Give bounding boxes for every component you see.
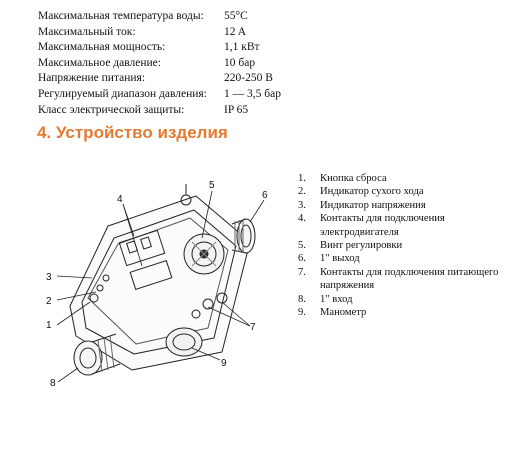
list-item bbox=[298, 293, 500, 306]
spec-row bbox=[38, 103, 281, 119]
spec-row bbox=[38, 56, 281, 72]
spec-value: IP 65 bbox=[224, 103, 249, 116]
callout-label: 3 bbox=[46, 272, 52, 283]
list-item bbox=[298, 252, 500, 265]
part-number: 4. bbox=[298, 213, 306, 225]
list-item bbox=[298, 172, 500, 185]
part-description: Индикатор сухого хода bbox=[320, 186, 424, 198]
spec-value: 1 — 3,5 бар bbox=[224, 87, 281, 100]
part-number: 6. bbox=[298, 253, 306, 265]
part-description: 1" вход bbox=[320, 293, 353, 305]
part-number: 2. bbox=[298, 186, 306, 198]
list-item bbox=[298, 239, 500, 252]
part-number: 5. bbox=[298, 240, 306, 252]
part-description: Кнопка сброса bbox=[320, 173, 387, 184]
callout-label: 1 bbox=[46, 320, 52, 331]
callout-label: 4 bbox=[117, 194, 123, 205]
part-description: Манометр bbox=[320, 307, 367, 319]
parts-list bbox=[298, 172, 500, 319]
part-number: 8. bbox=[298, 293, 306, 305]
list-item bbox=[298, 199, 500, 212]
part-description: 1" выход bbox=[320, 253, 360, 265]
section-heading: 4. Устройство изделия bbox=[37, 123, 228, 142]
spec-row bbox=[38, 87, 281, 103]
device-diagram bbox=[36, 174, 276, 394]
spec-row bbox=[38, 25, 281, 41]
spec-value: 220-250 В bbox=[224, 72, 273, 85]
part-description: Винт регулировки bbox=[320, 240, 403, 252]
part-description: Контакты для подключения питающего напряжения bbox=[320, 266, 499, 292]
spec-label: Максимальный ток: bbox=[38, 25, 136, 38]
spec-label: Максимальная мощность: bbox=[38, 41, 166, 54]
part-number: 1. bbox=[298, 173, 306, 184]
part-number: 3. bbox=[298, 199, 306, 211]
spec-label: Максимальная температура воды: bbox=[38, 10, 204, 22]
list-item bbox=[298, 306, 500, 319]
callout-label: 9 bbox=[221, 358, 227, 369]
part-description: Индикатор напряжения bbox=[320, 199, 426, 211]
part-number: 7. bbox=[298, 266, 306, 278]
spec-label: Максимальное давление: bbox=[38, 56, 161, 69]
list-item bbox=[298, 185, 500, 198]
spec-label: Класс электрической защиты: bbox=[38, 103, 185, 116]
spec-label: Регулируемый диапазон давления: bbox=[38, 87, 207, 100]
callout-label: 2 bbox=[46, 296, 52, 307]
spec-row bbox=[38, 71, 281, 87]
spec-value: 12 A bbox=[224, 25, 247, 38]
callout-label: 6 bbox=[262, 190, 268, 201]
list-item bbox=[298, 212, 500, 239]
spec-value: 1,1 кВт bbox=[224, 41, 260, 54]
spec-row bbox=[38, 9, 281, 25]
list-item bbox=[298, 266, 500, 293]
callout-label: 7 bbox=[250, 322, 256, 333]
spec-label: Напряжение питания: bbox=[38, 72, 146, 85]
specifications-table bbox=[38, 9, 281, 118]
part-number: 9. bbox=[298, 307, 306, 319]
callout-label: 5 bbox=[209, 180, 215, 191]
spec-value: 10 бар bbox=[224, 56, 256, 69]
part-description: Контакты для подключения электродвигателя bbox=[320, 213, 445, 238]
spec-value: 55°C bbox=[224, 10, 248, 22]
spec-row bbox=[38, 40, 281, 56]
callout-label: 8 bbox=[50, 378, 56, 389]
